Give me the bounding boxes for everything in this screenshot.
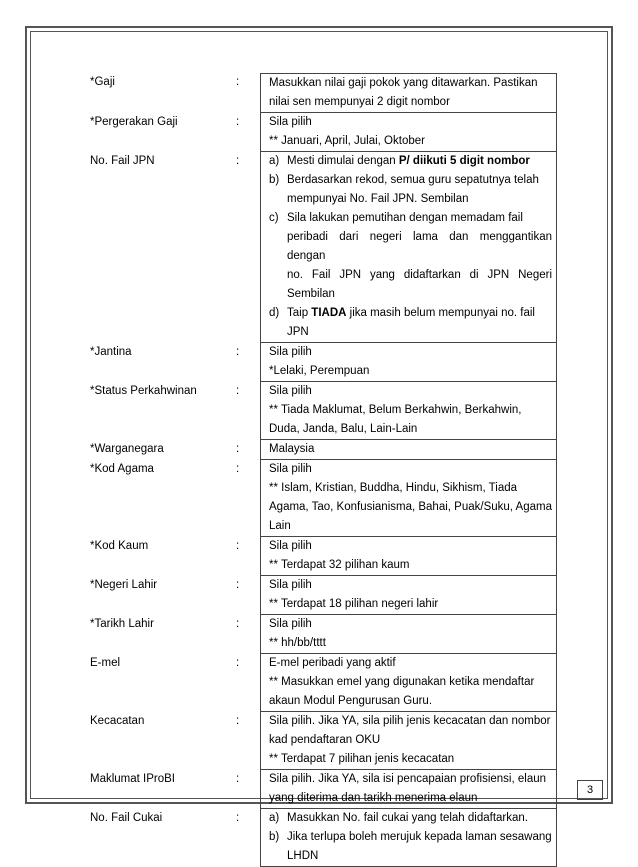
colon: : <box>236 812 240 824</box>
list-item <box>269 304 552 342</box>
row-warganegara <box>90 440 560 460</box>
colon: : <box>236 385 240 397</box>
field-description <box>260 770 557 809</box>
desc-line: akaun Modul Pengurusan Guru. <box>269 695 433 707</box>
desc-line: Duda, Janda, Balu, Lain-Lain <box>269 423 418 435</box>
field-description <box>260 73 557 113</box>
list-marker: d) <box>269 307 280 319</box>
item-text: Taip <box>287 307 312 319</box>
row-gaji <box>90 73 560 113</box>
field-label: Maklumat IProBI <box>90 773 175 785</box>
field-description <box>260 576 557 615</box>
list-marker: a) <box>269 812 280 824</box>
desc-line: ** Masukkan emel yang digunakan ketika mendaftar <box>269 676 535 688</box>
field-label: *Pergerakan Gaji <box>90 116 178 128</box>
field-label: Kecacatan <box>90 715 145 727</box>
item-text: Mesti dimulai dengan <box>287 155 399 167</box>
form-fields-table <box>90 73 560 867</box>
list-marker: c) <box>269 212 279 224</box>
item-text: Masukkan No. fail cukai yang telah didaftarkan. <box>287 812 528 824</box>
field-label: *Status Perkahwinan <box>90 385 197 397</box>
colon: : <box>236 443 240 455</box>
colon: : <box>236 657 240 669</box>
field-label: *Tarikh Lahir <box>90 618 154 630</box>
desc-line: ** Islam, Kristian, Buddha, Hindu, Sikhism, Tiada <box>269 482 518 494</box>
row-tarikh-lahir <box>90 615 560 654</box>
desc-line: ** Terdapat 18 pilihan negeri lahir <box>269 598 439 610</box>
desc-line: Sila pilih <box>269 540 312 552</box>
field-description <box>260 615 557 654</box>
row-kod-agama <box>90 460 560 537</box>
desc-line: Sila pilih. Jika YA, sila pilih jenis kecacatan dan nombor <box>269 715 551 727</box>
page-number: 3 <box>577 780 603 800</box>
colon: : <box>236 715 240 727</box>
desc-line: Sila pilih <box>269 346 312 358</box>
field-description <box>260 712 557 770</box>
item-text: Berdasarkan rekod, semua guru sepatutnya telah <box>287 174 539 186</box>
list-item <box>269 171 552 209</box>
field-label: No. Fail Cukai <box>90 812 163 824</box>
item-text: Sila lakukan pemutihan dengan memadam fail <box>287 212 523 224</box>
desc-line: nilai sen mempunyai 2 digit nombor <box>269 96 450 108</box>
desc-line: Masukkan nilai gaji pokok yang ditawarkan. Pastikan <box>269 77 538 89</box>
field-label: No. Fail JPN <box>90 155 155 167</box>
colon: : <box>236 116 240 128</box>
desc-line: Sila pilih <box>269 463 312 475</box>
desc-line: kad pendaftaran OKU <box>269 734 381 746</box>
field-label: E-mel <box>90 657 121 669</box>
item-bold-text: TIADA <box>311 307 347 319</box>
item-bold-text: P/ diikuti 5 digit nombor <box>398 155 530 167</box>
list-marker: b) <box>269 174 280 186</box>
item-text: LHDN <box>287 850 319 862</box>
desc-line: ** Terdapat 32 pilihan kaum <box>269 559 410 571</box>
field-description <box>260 654 557 712</box>
field-description <box>260 152 557 343</box>
desc-line: Sila pilih <box>269 618 312 630</box>
item-text: peribadi dari negeri lama dan menggantikan dengan <box>287 231 552 262</box>
item-text: jika masih belum mempunyai no. fail JPN <box>287 307 535 338</box>
colon: : <box>236 463 240 475</box>
colon: : <box>236 773 240 785</box>
row-no-fail-jpn <box>90 152 560 343</box>
desc-line: ** hh/bb/tttt <box>269 637 326 649</box>
item-text: Jika terlupa boleh merujuk kepada laman sesawang <box>287 831 552 843</box>
row-kecacatan <box>90 712 560 770</box>
field-description <box>260 460 557 537</box>
colon: : <box>236 76 240 88</box>
desc-line: Sila pilih. Jika YA, sila isi pencapaian profisiensi, elaun <box>269 773 547 785</box>
desc-line: Malaysia <box>269 443 315 455</box>
list-marker: a) <box>269 155 280 167</box>
desc-line: Sila pilih <box>269 579 312 591</box>
row-pergerakan-gaji <box>90 113 560 152</box>
desc-line: ** Januari, April, Julai, Oktober <box>269 135 425 147</box>
list-item <box>269 828 552 866</box>
colon: : <box>236 618 240 630</box>
desc-line: ** Tiada Maklumat, Belum Berkahwin, Berkahwin, <box>269 404 522 416</box>
field-description <box>260 440 557 460</box>
item-text: no. Fail JPN yang didaftarkan di JPN Negeri Sembilan <box>287 269 552 300</box>
colon: : <box>236 346 240 358</box>
colon: : <box>236 155 240 167</box>
row-no-fail-cukai <box>90 809 560 867</box>
field-label: *Warganegara <box>90 443 164 455</box>
colon: : <box>236 540 240 552</box>
row-maklumat-iprobi <box>90 770 560 809</box>
desc-line: Agama, Tao, Konfusianisma, Bahai, Puak/Suku, Agama <box>269 501 552 513</box>
field-label: *Gaji <box>90 76 115 88</box>
list-item <box>269 809 552 828</box>
field-description <box>260 382 557 440</box>
list-item <box>269 209 552 304</box>
desc-line: Sila pilih <box>269 116 312 128</box>
field-label: *Kod Agama <box>90 463 154 475</box>
desc-line: yang diterima dan tarikh menerima elaun <box>269 792 478 804</box>
field-description <box>260 113 557 152</box>
row-status-perkahwinan <box>90 382 560 440</box>
row-jantina <box>90 343 560 382</box>
field-label: *Kod Kaum <box>90 540 149 552</box>
desc-line: ** Terdapat 7 pilihan jenis kecacatan <box>269 753 455 765</box>
row-negeri-lahir <box>90 576 560 615</box>
list-marker: b) <box>269 831 280 843</box>
field-description <box>260 809 557 867</box>
field-description <box>260 343 557 382</box>
desc-line: Lain <box>269 520 291 532</box>
field-label: *Negeri Lahir <box>90 579 158 591</box>
field-label: *Jantina <box>90 346 132 358</box>
row-kod-kaum <box>90 537 560 576</box>
list-item <box>269 152 552 171</box>
desc-line: Sila pilih <box>269 385 312 397</box>
item-text: mempunyai No. Fail JPN. Sembilan <box>287 193 469 205</box>
desc-line: *Lelaki, Perempuan <box>269 365 370 377</box>
colon: : <box>236 579 240 591</box>
row-emel <box>90 654 560 712</box>
desc-line: E-mel peribadi yang aktif <box>269 657 396 669</box>
field-description <box>260 537 557 576</box>
